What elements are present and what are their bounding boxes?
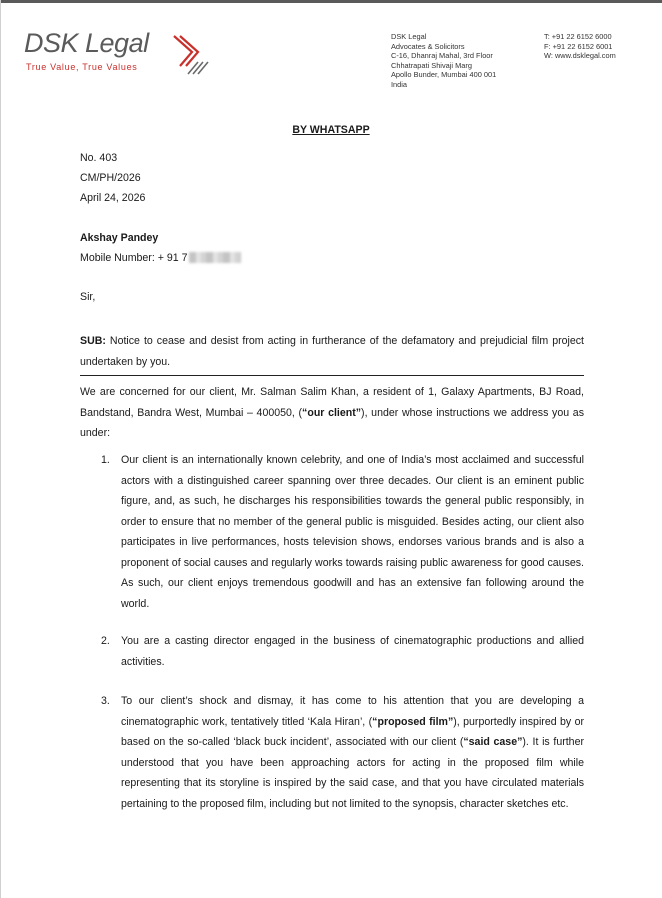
recipient-mobile [80,252,241,264]
item-number: 3. [101,695,110,707]
address-line: Advocates & Solicitors [391,41,465,51]
defined-term-said-case: “said case” [463,736,523,748]
address-line: C-16, Dhanraj Mahal, 3rd Floor [391,51,493,61]
letterhead-contact [544,32,616,61]
logo-slash-mark-icon [170,32,214,76]
mobile-label: Mobile Number: + 91 7 [80,252,188,264]
list-item-3 [101,691,584,814]
contact-website: W: www.dsklegal.com [544,51,616,61]
subject-line [80,331,584,372]
contact-phone: T: +91 22 6152 6000 [544,32,612,41]
subject-divider [80,375,584,376]
subject-text: Notice to cease and desist from acting in furtherance of the defamatory and prejudicial film project undertaken by you. [80,335,584,368]
item-text-part: ). It is further understood that you have been approaching actors for acting in the proposed film while representing that its storyline is inspired by the said case, and that you have circulated materials pertaining to the proposed film, including but not limited to the synopsis, character sketches etc. [121,736,584,810]
subject-label: SUB: [80,335,106,347]
address-line: Chhatrapati Shivaji Marg [391,60,472,70]
intro-paragraph [80,382,584,444]
address-line: India [391,79,408,89]
intro-text: We are concerned for our client, Mr. Salman Salim Khan, a resident of 1, Galaxy Apartments, BJ Road, Bandstand, Bandra West, Mumbai – 400050, ( [80,386,584,419]
window-top-border [0,0,662,3]
contact-fax: F: +91 22 6152 6001 [544,41,613,51]
defined-term-proposed-film: “proposed film” [372,715,454,728]
reference-code: CM/PH/2026 [80,172,141,184]
item-number: 2. [101,635,110,647]
address-line: Apollo Bunder, Mumbai 400 001 [391,70,497,80]
recipient-name: Akshay Pandey [80,232,159,244]
redacted-number [189,252,241,263]
address-line: DSK Legal [391,32,427,41]
dsk-legal-logo [24,28,214,78]
reference-number: No. 403 [80,152,118,164]
letterhead-address [391,32,496,90]
delivery-mode-heading: BY WHATSAPP [292,124,370,136]
list-item-1 [101,450,584,614]
item-number: 1. [101,454,110,466]
item-text: You are a casting director engaged in the business of cinematographic productions and allied activities. [121,635,584,668]
intro-text-end: ), under whose instructions we address you as under: [80,406,584,439]
list-item-2 [101,631,584,672]
letter-date: April 24, 2026 [80,192,146,204]
item-text: Our client is an internationally known celebrity, and one of India’s most acclaimed and successful actors with a distinguished career spanning over three decades. Our client is an eminent public figure, and, as such, he discharges his responsibilities towards the general public responsibly, in order to ensure that no member of the general public is misguided. Besides acting, our client also participates in live performances, hosts television shows, endorses various brands and is also a proponent of social causes and regularly works towards raising public awareness for good causes. As such, our client enjoys tremendous goodwill and has an extensive fan following around the world. [121,454,584,610]
item-text [121,691,584,814]
logo-wordmark: DSK Legal [24,28,149,58]
logo-tagline: True Value, True Values [26,62,138,72]
salutation: Sir, [80,291,96,303]
item-text-part: ), purportedly inspired by or based on the so-called ‘black buck incident’, associated with our client ( [121,715,585,748]
defined-term-our-client: “our client” [302,406,362,419]
item-text-part: To our client’s shock and dismay, it has come to his attention that you are developing a cinematographic work, tentatively titled ‘Kala Hiran’, ( [121,695,584,728]
